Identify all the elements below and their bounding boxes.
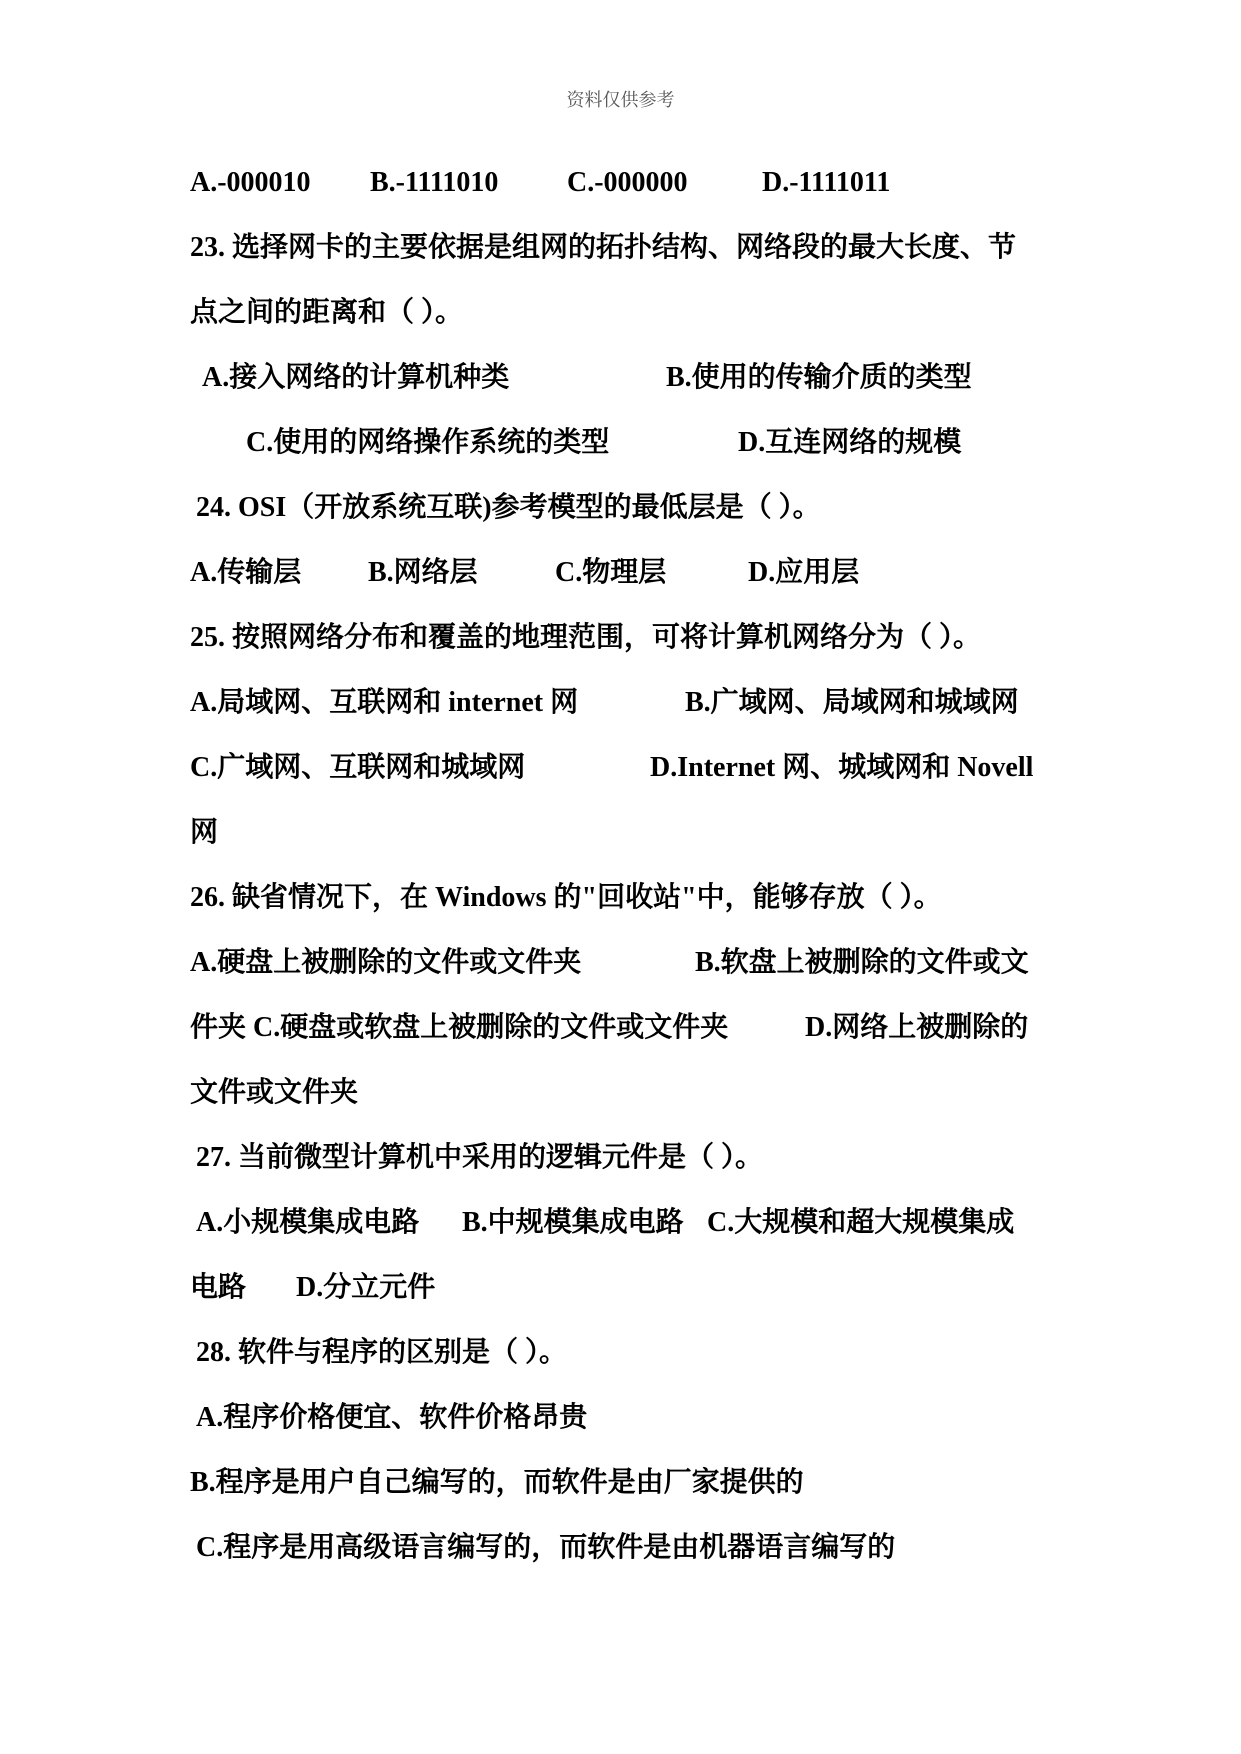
option-c: C.程序是用高级语言编写的，而软件是由机器语言编写的	[196, 1532, 896, 1563]
question-text: 23. 选择网卡的主要依据是组网的拓扑结构、网络段的最大长度、节	[190, 232, 1017, 263]
option-d: D.Internet 网、城域网和 Novell	[650, 752, 1034, 783]
option-c: 件夹 C.硬盘或软盘上被删除的文件或文件夹	[190, 1012, 729, 1043]
option-b: B.程序是用户自己编写的，而软件是由厂家提供的	[190, 1467, 804, 1498]
question-text: 24. OSI（开放系统互联)参考模型的最低层是（ ）。	[196, 492, 821, 523]
option-d: D.分立元件	[296, 1272, 436, 1303]
question-text: 26. 缺省情况下，在 Windows 的"回收站"中，能够存放（ ）。	[190, 882, 942, 913]
question-text: 28. 软件与程序的区别是（ ）。	[196, 1337, 568, 1368]
option-d: D.网络上被删除的	[805, 1012, 1029, 1043]
option-c: C.-000000	[567, 167, 688, 198]
option-d-continued: 网	[190, 817, 219, 848]
option-b: B.使用的传输介质的类型	[666, 362, 972, 393]
option-c: C.使用的网络操作系统的类型	[246, 427, 610, 458]
option-b: B.软盘上被删除的文件或文	[695, 947, 1029, 978]
option-c-continued: 电路	[190, 1272, 247, 1303]
option-a: A.局域网、互联网和 internet 网	[190, 687, 579, 718]
option-c: C.物理层	[555, 557, 667, 588]
option-a: A.小规模集成电路	[196, 1207, 420, 1238]
option-a: A.接入网络的计算机种类	[202, 362, 510, 393]
option-d-continued: 文件或文件夹	[190, 1077, 359, 1108]
option-b: B.广域网、局域网和城域网	[685, 687, 1019, 718]
option-a: A.-000010	[190, 167, 311, 198]
option-b: B.-1111010	[370, 167, 499, 198]
question-text: 25. 按照网络分布和覆盖的地理范围，可将计算机网络分为（ ）。	[190, 622, 982, 653]
option-d: D.应用层	[748, 557, 860, 588]
page-header: 资料仅供参考	[566, 90, 675, 111]
option-b: B.中规模集成电路	[462, 1207, 684, 1238]
option-a: A.程序价格便宜、软件价格昂贵	[196, 1402, 588, 1433]
option-c: C.广域网、互联网和城域网	[190, 752, 526, 783]
option-a: A.传输层	[190, 557, 302, 588]
question-text: 27. 当前微型计算机中采用的逻辑元件是（ ）。	[196, 1142, 764, 1173]
option-c: C.大规模和超大规模集成	[707, 1207, 1015, 1238]
option-a: A.硬盘上被删除的文件或文件夹	[190, 947, 582, 978]
question-text: 点之间的距离和（ ）。	[190, 297, 464, 328]
option-d: D.互连网络的规模	[738, 427, 962, 458]
option-d: D.-1111011	[762, 167, 891, 198]
option-b: B.网络层	[368, 557, 478, 588]
